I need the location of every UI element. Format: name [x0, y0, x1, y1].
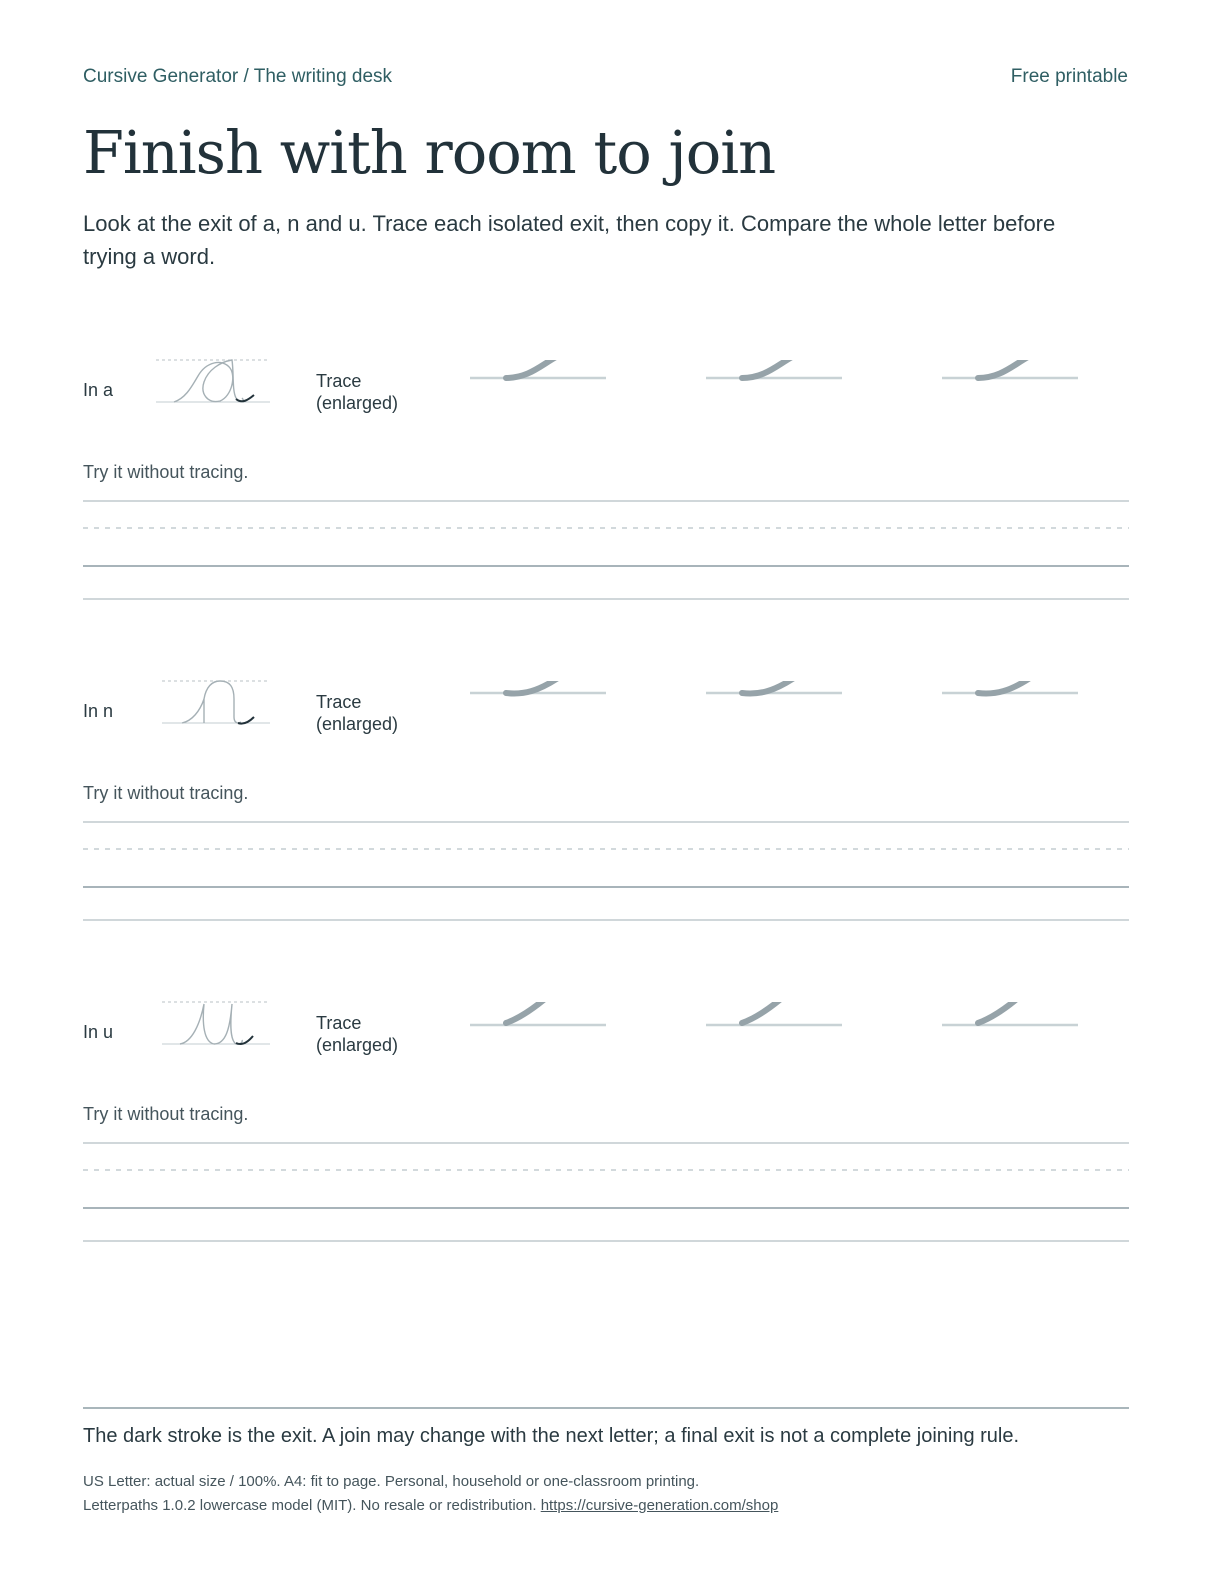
- letter-u-model-icon: [150, 984, 280, 1054]
- trace-label: Trace (enlarged): [316, 1013, 399, 1055]
- trace-exit-stroke[interactable]: [704, 681, 844, 711]
- trace-label: Trace (enlarged): [316, 371, 399, 413]
- practice-section-u: [0, 984, 1224, 1274]
- free-printable-link[interactable]: Free printable: [1010, 66, 1128, 87]
- trace-label: Trace (enlarged): [316, 692, 399, 734]
- letter-n-model-icon: [150, 663, 280, 733]
- writing-lines[interactable]: [83, 821, 1129, 923]
- practice-section-n: [0, 663, 1224, 953]
- breadcrumb[interactable]: Cursive Generator / The writing desk: [83, 66, 393, 87]
- try-label: Try it without tracing.: [83, 462, 249, 482]
- writing-lines[interactable]: [83, 500, 1129, 602]
- trace-exit-stroke[interactable]: [468, 681, 608, 711]
- intro-text: Look at the exit of a, n and u. Trace each isolated exit, then copy it. Compare the whole letter before trying a word.: [83, 211, 1056, 269]
- shop-link[interactable]: https://cursive-generation.com/shop: [540, 1497, 779, 1514]
- trace-exit-stroke[interactable]: [940, 1002, 1080, 1032]
- print-instructions: US Letter: actual size / 100%. A4: fit to page. Personal, household or one-classroom printing.: [83, 1473, 700, 1490]
- letter-label: In a: [83, 380, 114, 400]
- writing-lines[interactable]: [83, 1142, 1129, 1244]
- try-label: Try it without tracing.: [83, 1104, 249, 1124]
- trace-exit-stroke[interactable]: [468, 1002, 608, 1032]
- footer-note: The dark stroke is the exit. A join may change with the next letter; a final exit is not a complete joining rule.: [83, 1425, 1020, 1447]
- trace-exit-stroke[interactable]: [940, 681, 1080, 711]
- license-label: Letterpaths 1.0.2 lowercase model (MIT). No resale or redistribution.: [83, 1497, 537, 1514]
- trace-exit-stroke[interactable]: [704, 360, 844, 390]
- letter-label: In n: [83, 701, 114, 721]
- trace-exit-stroke[interactable]: [704, 1002, 844, 1032]
- trace-exit-stroke[interactable]: [940, 360, 1080, 390]
- letter-a-model-icon: [150, 342, 280, 412]
- practice-section-a: [0, 342, 1224, 632]
- license-text: [83, 1497, 778, 1514]
- footer-divider: [83, 1407, 1129, 1409]
- trace-exit-stroke[interactable]: [468, 360, 608, 390]
- page-title: Finish with room to join: [83, 118, 776, 187]
- try-label: Try it without tracing.: [83, 783, 249, 803]
- letter-label: In u: [83, 1022, 114, 1042]
